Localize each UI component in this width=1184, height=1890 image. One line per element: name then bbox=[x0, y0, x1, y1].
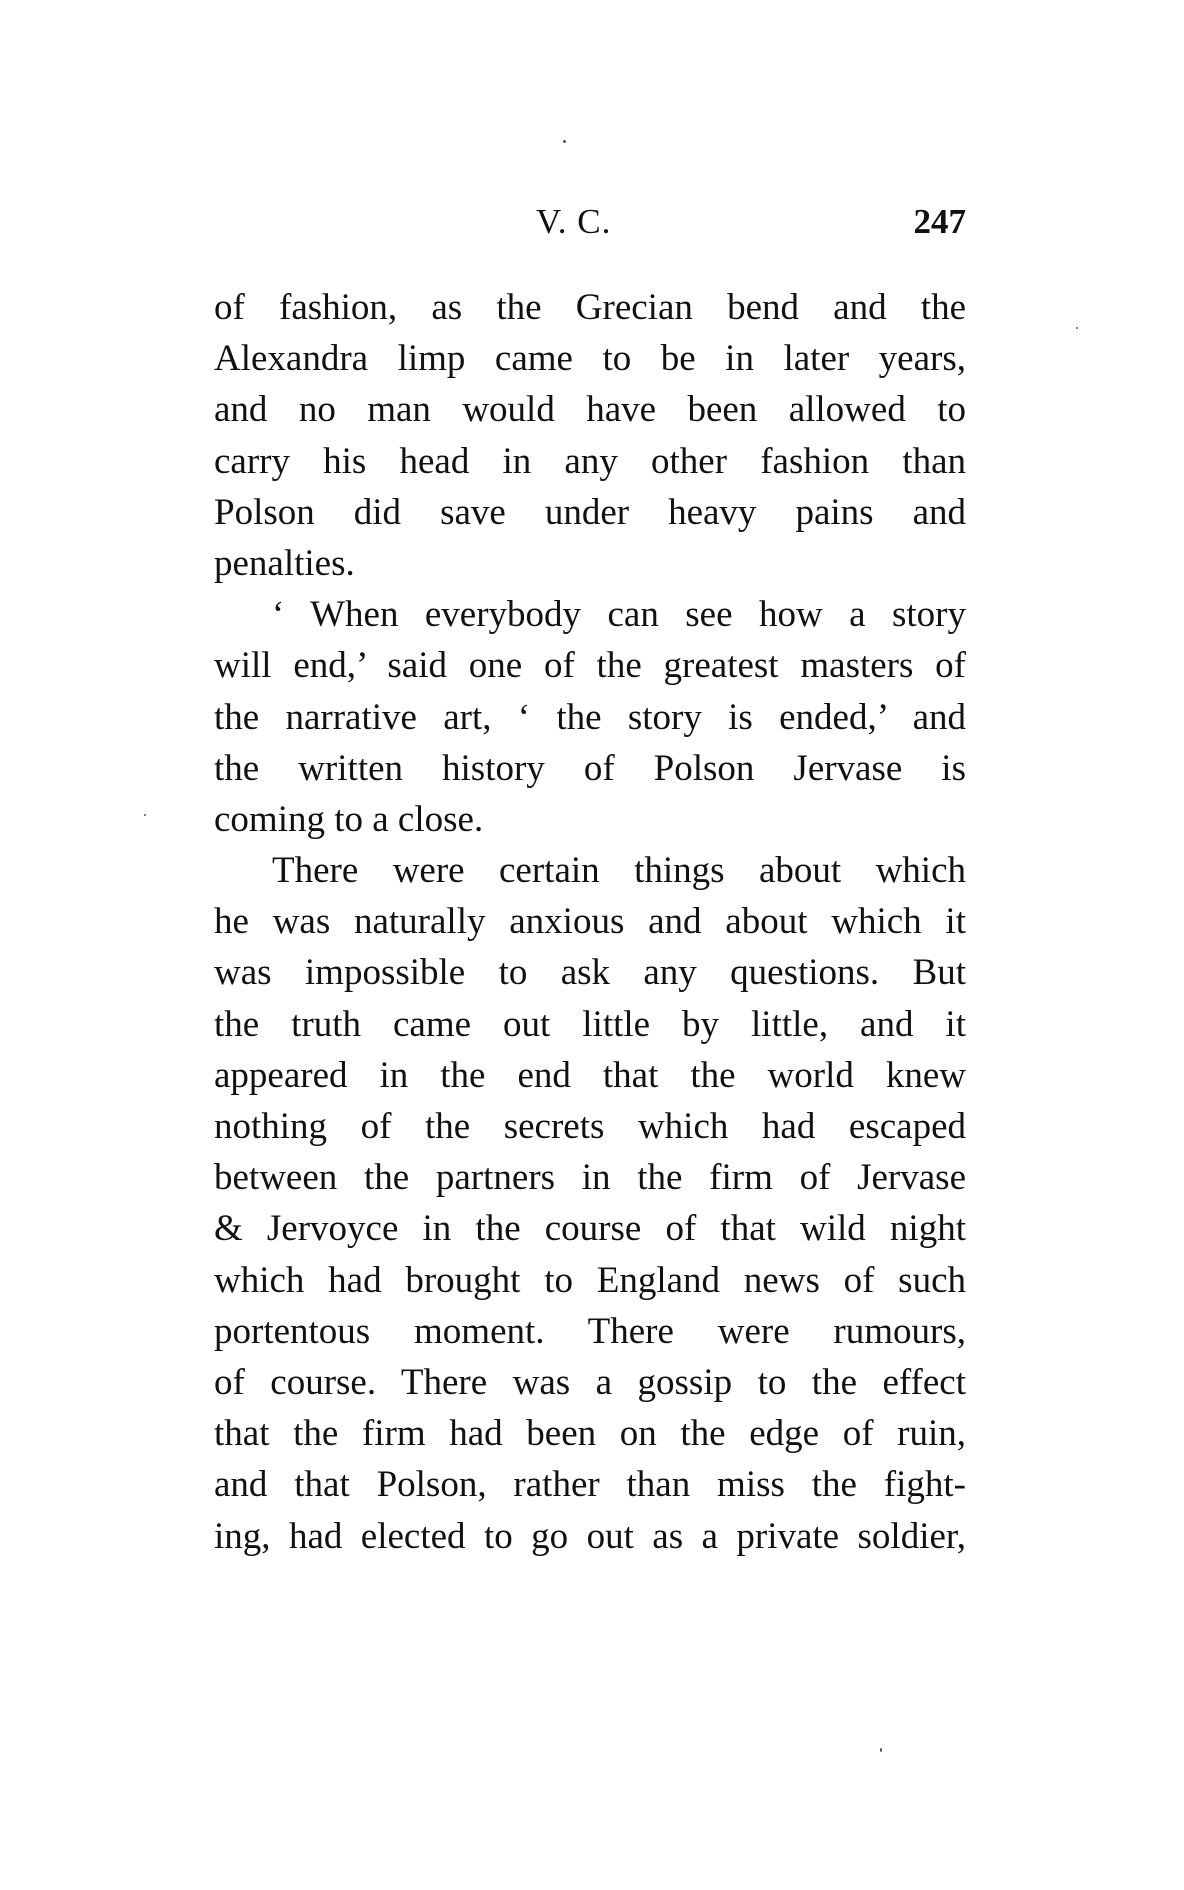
text-line: ing, had elected to go out as a private soldier, bbox=[214, 1515, 966, 1557]
text-line: & Jervoyce in the course of that wild night bbox=[214, 1208, 966, 1250]
text-line: carry his head in any other fashion than bbox=[214, 440, 966, 482]
print-speck bbox=[1076, 327, 1078, 329]
text-line: Polson did save under heavy pains and bbox=[214, 491, 966, 533]
text-line: the narrative art, ‘ the story is ended,’ and bbox=[214, 696, 966, 738]
text-line: nothing of the secrets which had escaped bbox=[214, 1106, 966, 1147]
page-number: 247 bbox=[913, 202, 966, 241]
paragraph-2 bbox=[214, 589, 966, 845]
print-speck bbox=[880, 1748, 882, 1752]
running-title: V. C. bbox=[536, 202, 612, 241]
text-line: penalties. bbox=[214, 542, 355, 584]
text-line: he was naturally anxious and about which it bbox=[214, 901, 966, 943]
text-line: There were certain things about which bbox=[272, 850, 966, 892]
text-line: of fashion, as the Grecian bend and the bbox=[214, 287, 966, 328]
text-line: that the firm had been on the edge of ruin, bbox=[214, 1413, 966, 1455]
print-speck bbox=[563, 140, 566, 143]
text-line: Alexandra limp came to be in later years, bbox=[214, 338, 966, 380]
paragraph-1 bbox=[214, 282, 966, 589]
text-line: the written history of Polson Jervase is bbox=[214, 747, 966, 789]
page-header bbox=[214, 202, 966, 262]
text-line: the truth came out little by little, and it bbox=[214, 1003, 966, 1045]
print-speck bbox=[144, 814, 146, 816]
text-line: which had brought to England news of such bbox=[214, 1259, 966, 1301]
text-line: of course. There was a gossip to the effect bbox=[214, 1361, 966, 1403]
body-text bbox=[214, 282, 966, 1562]
text-line: portentous moment. There were rumours, bbox=[214, 1310, 966, 1352]
text-line: and that Polson, rather than miss the fight- bbox=[214, 1464, 966, 1506]
text-line: was impossible to ask any questions. But bbox=[214, 952, 966, 994]
paragraph-3 bbox=[214, 845, 966, 1562]
text-line: ‘ When everybody can see how a story bbox=[272, 594, 966, 636]
text-line: coming to a close. bbox=[214, 798, 484, 840]
text-line: will end,’ said one of the greatest masters of bbox=[214, 645, 966, 687]
text-line: appeared in the end that the world knew bbox=[214, 1054, 966, 1096]
text-line: between the partners in the firm of Jervase bbox=[214, 1157, 966, 1199]
text-line: and no man would have been allowed to bbox=[214, 389, 966, 431]
